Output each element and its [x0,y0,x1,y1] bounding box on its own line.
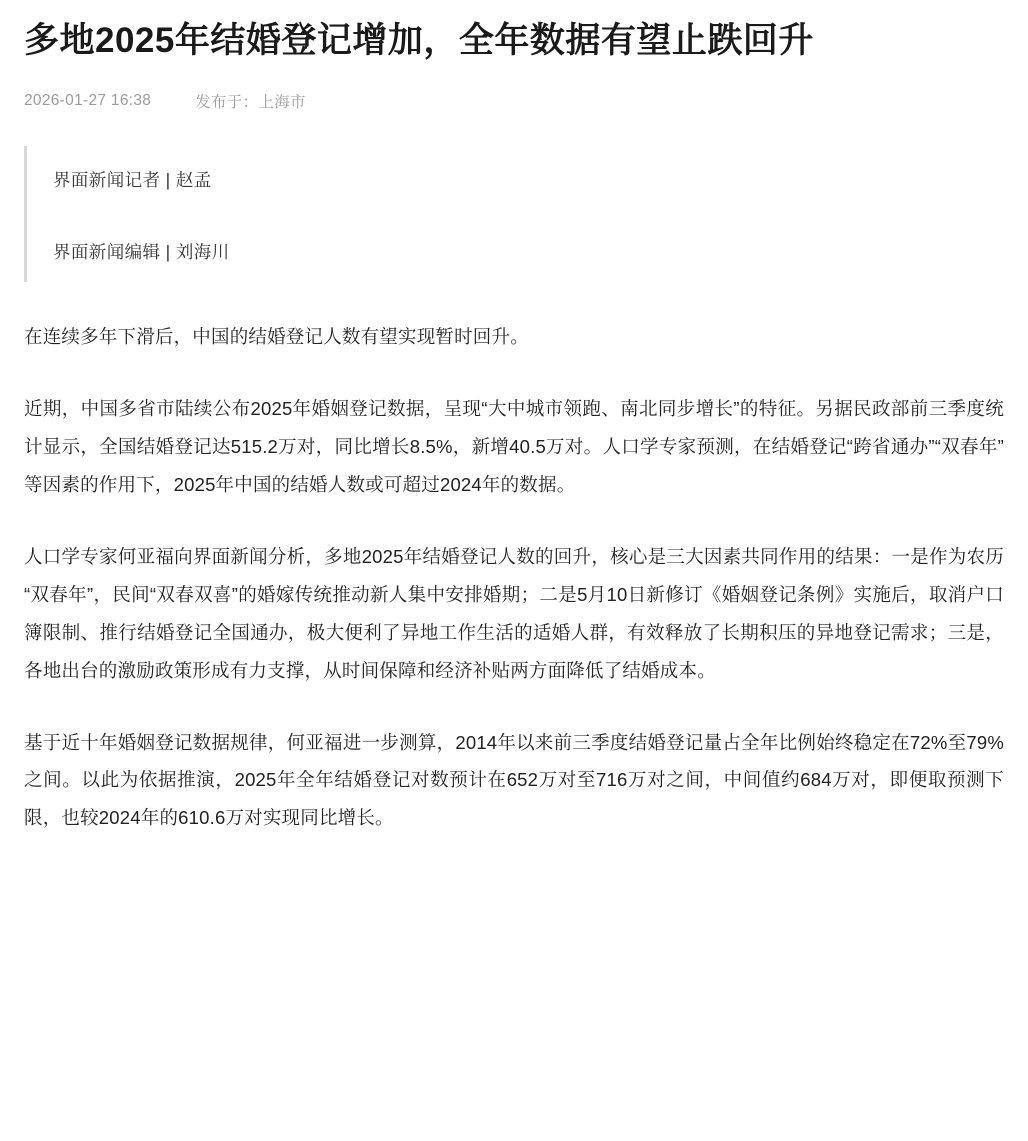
article-paragraph: 在连续多年下滑后，中国的结婚登记人数有望实现暂时回升。 [24,326,529,348]
publish-timestamp: 2026-01-27 16:38 [24,92,152,110]
publish-location: 发布于：上海市 [195,94,306,112]
credits-block [24,146,1004,282]
credit-editor: 界面新闻编辑 | 刘海川 [53,242,230,263]
credit-reporter: 界面新闻记者 | 赵孟 [53,170,212,191]
article-paragraph: 基于近十年婚姻登记数据规律，何亚福进一步测算，2014年以来前三季度结婚登记量占全年比例始终稳定在72%至79%之间。以此为依据推演，2025年全年结婚登记对数预计在652万对至716万对之间，中间值约684万对，即便取预测下限，也较2024年的610.6万对实现同比增长。 [24,731,1004,829]
article-paragraph: 近期，中国多省市陆续公布2025年婚姻登记数据，呈现“大中城市领跑、南北同步增长”的特征。另据民政部前三季度统计显示，全国结婚登记达515.2万对，同比增长8.5%，新增40.5万对。人口学专家预测，在结婚登记“跨省通办”“双春年”等因素的作用下，2025年中国的结婚人数或可超过2024年的数据。 [24,398,1004,495]
article-paragraph: 人口学专家何亚福向界面新闻分析，多地2025年结婚登记人数的回升，核心是三大因素共同作用的结果：一是作为农历“双春年”，民间“双春双喜”的婚嫁传统推动新人集中安排婚期；二是5月10日新修订《婚姻登记条例》实施后，取消户口簿限制、推行结婚登记全国通办，极大便利了异地工作生活的适婚人群，有效释放了长期积压的异地登记需求；三是，各地出台的激励政策形成有力支撑，从时间保障和经济补贴两方面降低了结婚成本。 [24,545,1004,681]
article-meta [24,90,1004,112]
page-title: 多地2025年结婚登记增加，全年数据有望止跌回升 [24,21,814,60]
